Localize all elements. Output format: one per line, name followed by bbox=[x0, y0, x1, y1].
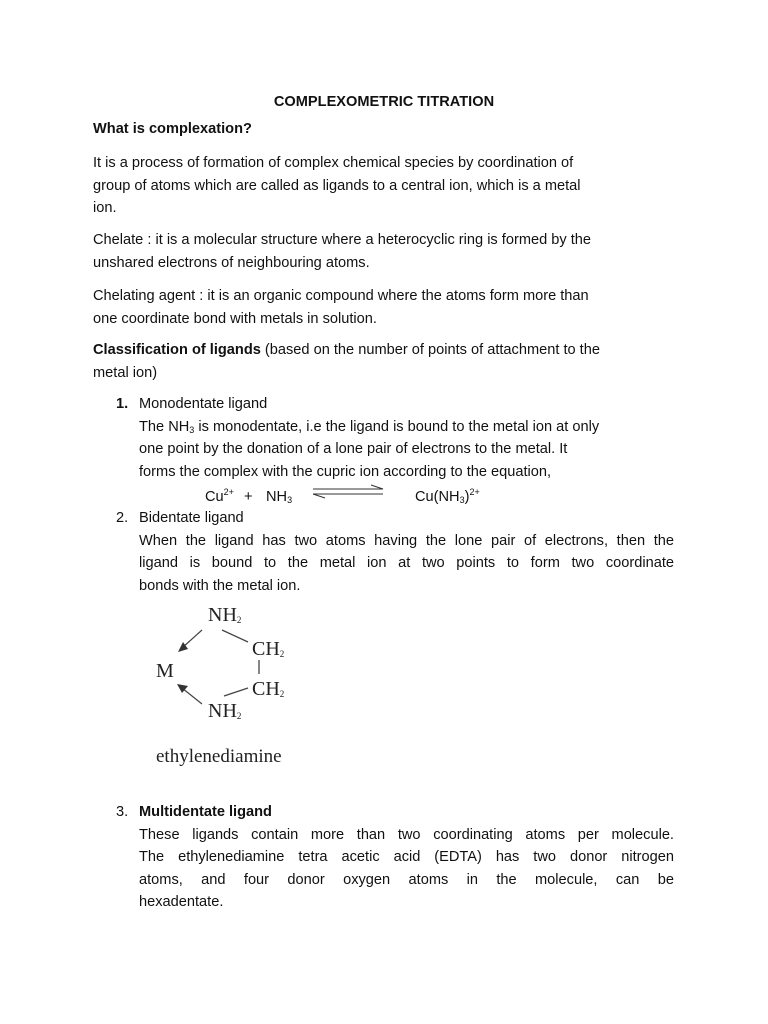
item-number: 1. bbox=[116, 396, 129, 412]
bond-lines bbox=[150, 600, 320, 730]
ch2-lower-label: $CH_2$ bbox=[252, 678, 285, 700]
item-heading: Bidentate ligand bbox=[139, 510, 244, 526]
classification-rest: (based on the number of points of attachment to the bbox=[260, 342, 600, 358]
ch2-upper-label: $CH_2$ bbox=[252, 638, 285, 660]
chelate-definition bbox=[93, 229, 673, 274]
monodentate-section bbox=[139, 393, 674, 483]
text-line: Chelate : it is a molecular structure where a heterocyclic ring is formed by the bbox=[93, 232, 592, 248]
item-heading: Multidentate ligand bbox=[139, 804, 272, 820]
text-line: The $NH_3$ is monodentate, i.e the ligand is bound to the metal ion at only bbox=[139, 418, 600, 435]
text-line bbox=[93, 339, 673, 362]
text-line: metal ion) bbox=[93, 364, 158, 381]
text-line: When the ligand has two atoms having the lone pair of electrons, then the bbox=[139, 532, 674, 549]
text-line: atoms, and four donor oxygen atoms in the molecule, can be bbox=[139, 871, 674, 888]
nh2-bottom-label: $NH_2$ bbox=[208, 700, 242, 722]
text-line: It is a process of formation of complex chemical species by coordination of bbox=[93, 155, 574, 171]
structure-caption: ethylenediamine bbox=[156, 746, 282, 767]
question-heading: What is complexation? bbox=[93, 121, 252, 137]
text-line: hexadentate. bbox=[139, 894, 224, 910]
text-line: Chelating agent : it is an organic compound where the atoms form more than bbox=[93, 288, 589, 304]
item-number: 3. bbox=[116, 804, 129, 820]
multidentate-section bbox=[139, 801, 674, 914]
bidentate-section bbox=[139, 507, 674, 597]
classification-paragraph bbox=[93, 339, 673, 384]
text-line: ion. bbox=[93, 200, 117, 216]
ethylenediamine-structure bbox=[150, 600, 320, 775]
text-line: The ethylenediamine tetra acetic acid (EDTA) has two donor nitrogen bbox=[139, 849, 674, 865]
item-number: 2. bbox=[116, 510, 129, 526]
text-line: ligand is bound to the metal ion at two points to form two coordinate bbox=[139, 555, 674, 571]
chelating-agent-definition bbox=[93, 285, 673, 330]
text-line: one coordinate bond with metals in solution. bbox=[93, 310, 377, 327]
text-line: unshared electrons of neighbouring atoms. bbox=[93, 254, 370, 271]
nh2-top-label: $NH_2$ bbox=[208, 604, 242, 626]
equation-reactant-nh3: $NH_3$ bbox=[266, 489, 293, 505]
complexation-definition bbox=[93, 152, 673, 220]
text-line: forms the complex with the cupric ion according to the equation, bbox=[139, 463, 552, 480]
equilibrium-arrow-icon bbox=[311, 484, 387, 500]
metal-label: M bbox=[156, 660, 174, 682]
item-heading: Monodentate ligand bbox=[139, 396, 268, 412]
text-line: bonds with the metal ion. bbox=[139, 577, 301, 594]
text-line: one point by the donation of a lone pair of electrons to the metal. It bbox=[139, 441, 568, 457]
text-line: These ligands contain more than two coordinating atoms per molecule. bbox=[139, 826, 674, 843]
equation-plus: + bbox=[244, 489, 253, 505]
equation-product: $Cu(NH_3)^{2+}$ bbox=[415, 487, 480, 505]
equation-reactant-cu: $Cu^{2+}$ bbox=[205, 487, 234, 505]
page-title: COMPLEXOMETRIC TITRATION bbox=[273, 94, 495, 110]
classification-heading: Classification of ligands bbox=[93, 342, 261, 358]
text-line: group of atoms which are called as ligands to a central ion, which is a metal bbox=[93, 177, 581, 194]
